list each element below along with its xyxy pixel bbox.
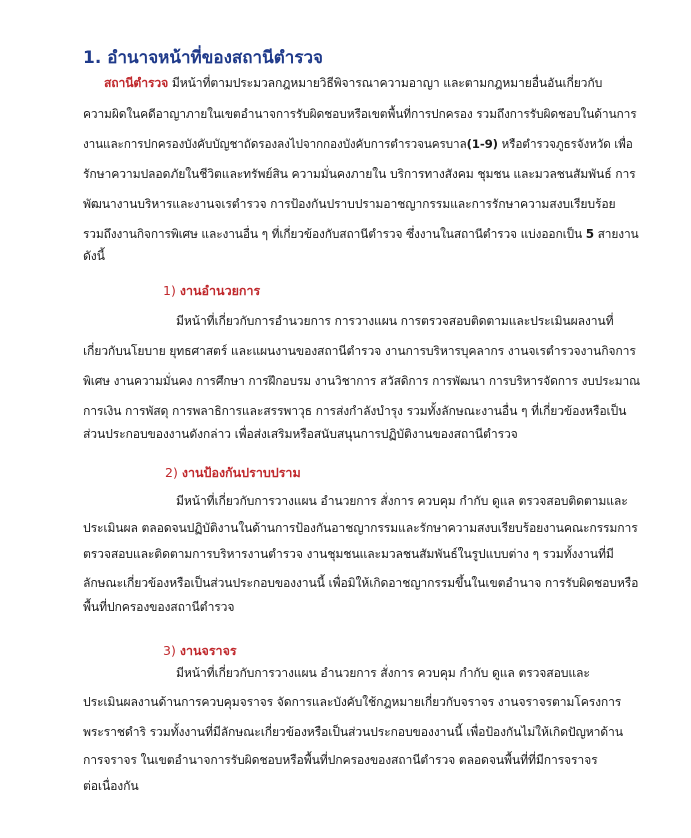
intro-line-4: รักษาความปลอดภัยในชีวิตและทรัพย์สิน ความมั่นคงภายใน บริการทางสังคม ชุมชน และมวลชนสัมพันธ์ การ: [83, 167, 636, 181]
section-1-line-3: พิเศษ งานความมั่นคง การศึกษา การฝึกอบรม งานวิชาการ สวัสดิการ การพัฒนา การบริหารจัดการ งบประมาณ: [83, 374, 641, 388]
intro-line-3-post: หรือตำรวจภูธรจังหวัด เพื่อ: [501, 137, 633, 151]
intro-line-6-pre: รวมถึงงานกิจการพิเศษ และงานอื่น ๆ ที่เกี่ยวข้องกับสถานีตำรวจ ซึ่งงานในสถานีตำรวจ แบ่งออกเป็น: [83, 227, 583, 241]
heading-title: อำนาจหน้าที่ของสถานีตำรวจ: [107, 48, 323, 68]
section-3-number: 3): [163, 643, 176, 658]
section-2-line-2: ประเมินผล ตลอดจนปฏิบัติงานในด้านการป้องกันอาชญากรรมและรักษาความสงบเรียบร้อยงานคณะกรรมการ: [83, 521, 638, 535]
section-1-line-1: มีหน้าที่เกี่ยวกับการอำนวยการ การวางแผน การตรวจสอบติดตามและประเมินผลงานที่: [176, 314, 614, 328]
section-2-number: 2): [165, 465, 178, 480]
page-title: [83, 44, 329, 71]
section-3-heading: [163, 641, 237, 661]
section-1-heading: [163, 281, 260, 301]
section-3-line-2: ประเมินผลงานด้านการควบคุมจราจร จัดการและบังคับใช้กฎหมายเกี่ยวกับจราจร งานจราจรตามโครงการ: [83, 695, 622, 709]
intro-line-7: ดังนี้: [83, 249, 105, 263]
section-3-line-3: พระราชดำริ รวมทั้งงานที่มีลักษณะเกี่ยวข้องหรือเป็นส่วนประกอบของงานนี้ เพื่อป้องกันไม่ให้เกิดปัญหาด้าน: [83, 725, 623, 739]
section-1-line-4: การเงิน การพัสดุ การพลาธิการและสรรพาวุธ การส่งกำลังบำรุง รวมทั้งลักษณะงานอื่น ๆ ที่เกี่ยวข้องหรือเป็น: [83, 404, 627, 418]
intro-line-1: [104, 75, 602, 91]
intro-line-6-bold: 5: [585, 227, 594, 241]
intro-line-3: [83, 136, 633, 152]
intro-line-6-post: สายงาน: [597, 227, 639, 241]
section-1-number: 1): [163, 283, 176, 298]
section-1-line-5: ส่วนประกอบของงานดังกล่าว เพื่อส่งเสริมหรือสนับสนุนการปฏิบัติงานของสถานีตำรวจ: [83, 427, 518, 441]
intro-line-3-pre: งานและการปกครองบังคับบัญชาถัดรองลงไปจากกองบังคับการตำรวจนครบาล: [83, 137, 467, 151]
intro-line-2: ความผิดในคดีอาญาภายในเขตอำนาจการรับผิดชอบหรือเขตพื้นที่การปกครอง รวมถึงการรับผิดชอบในด้านการ: [83, 107, 637, 121]
intro-line-3-bold: (1-9): [466, 137, 498, 151]
section-3-line-4: การจราจร ในเขตอำนาจการรับผิดชอบหรือพื้นที่ปกครองของสถานีตำรวจ ตลอดจนพื้นที่ที่มีการจราจร: [83, 753, 598, 767]
section-2-line-4: ลักษณะเกี่ยวข้องหรือเป็นส่วนประกอบของงานนี้ เพื่อมิให้เกิดอาชญากรรมขึ้นในเขตอำนาจ การรับผิดชอบหรือ: [83, 576, 639, 590]
intro-lead: สถานีตำรวจ: [104, 76, 169, 90]
section-1-title: งานอำนวยการ: [179, 283, 261, 298]
intro-line-6: [83, 226, 639, 242]
section-2-line-5: พื้นที่ปกครองของสถานีตำรวจ: [83, 600, 235, 614]
section-2-heading: [165, 463, 301, 483]
section-1-line-2: เกี่ยวกับนโยบาย ยุทธศาสตร์ และแผนงานของสถานีตำรวจ งานการบริหารบุคลากร งานจเรตำรวจงานกิจการ: [83, 344, 636, 358]
section-2-line-3: ตรวจสอบและติดตามการบริหารงานตำรวจ งานชุมชนและมวลชนสัมพันธ์ในรูปแบบต่าง ๆ รวมทั้งงานที่มี: [83, 547, 614, 561]
section-3-line-5: ต่อเนื่องกัน: [83, 779, 139, 793]
intro-line-5: พัฒนางานบริหารและงานจเรตำรวจ การป้องกันปราบปรามอาชญากรรมและการรักษาความสงบเรียบร้อย: [83, 197, 616, 211]
section-2-line-1: มีหน้าที่เกี่ยวกับการวางแผน อำนวยการ สั่งการ ควบคุม กำกับ ดูแล ตรวจสอบติดตามและ: [176, 494, 628, 508]
intro-line-1-text: มีหน้าที่ตามประมวลกฎหมายวิธีพิจารณาความอาญา และตามกฎหมายอื่นอันเกี่ยวกับ: [171, 76, 603, 90]
section-3-title: งานจราจร: [179, 643, 237, 658]
section-2-title: งานป้องกันปราบปราม: [181, 465, 301, 480]
section-3-line-1: มีหน้าที่เกี่ยวกับการวางแผน อำนวยการ สั่งการ ควบคุม กำกับ ดูแล ตรวจสอบและ: [176, 666, 590, 680]
heading-number: 1.: [83, 48, 102, 68]
